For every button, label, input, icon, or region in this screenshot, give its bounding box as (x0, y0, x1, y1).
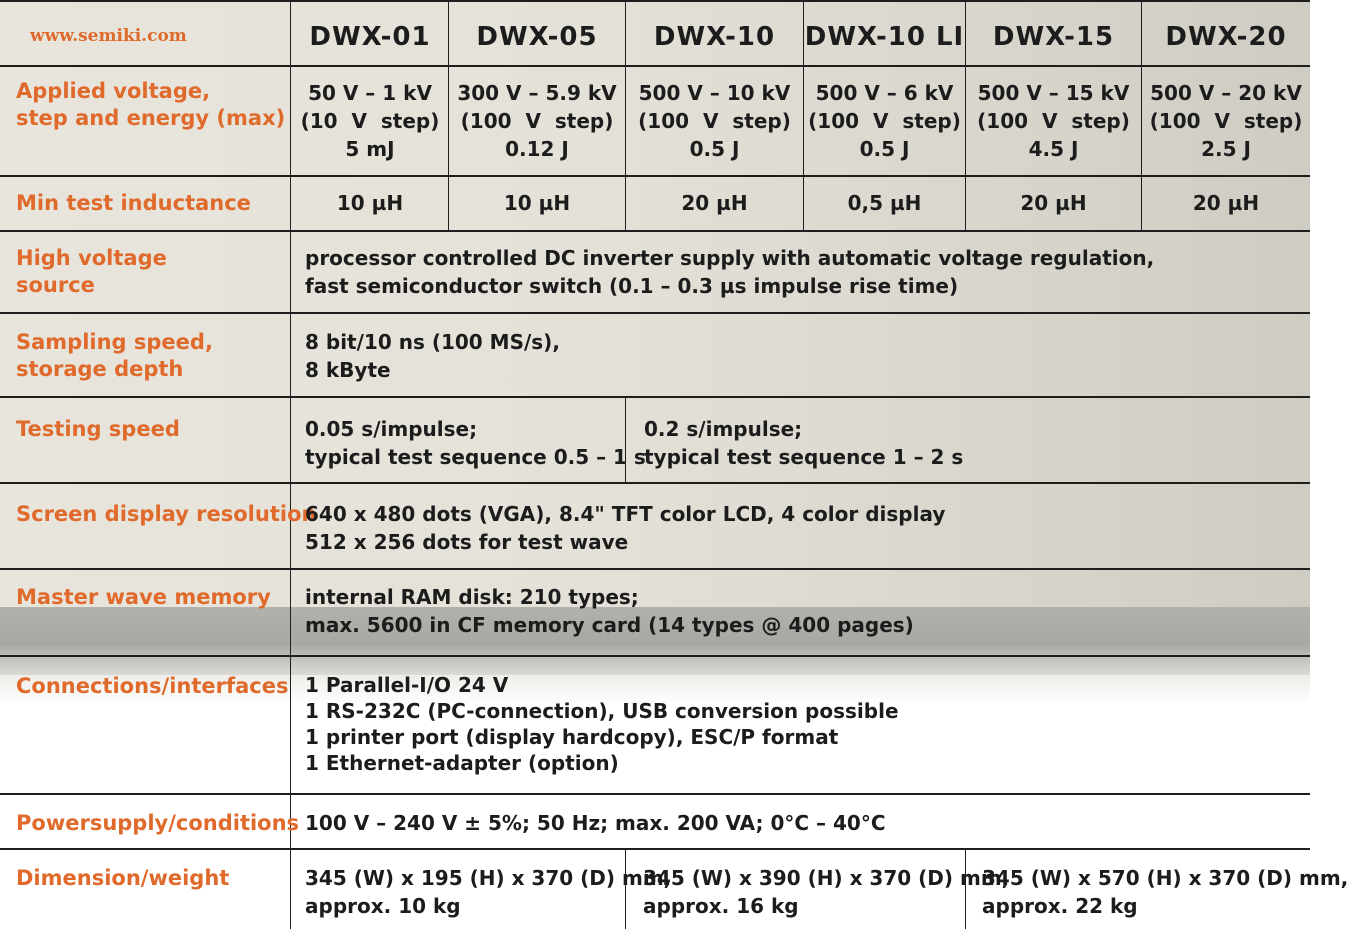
display-value: 640 x 480 dots (VGA), 8.4" TFT color LCD, 4 color display 512 x 256 dots for test wave (305, 502, 946, 554)
voltage-value: 50 V – 1 kV (10 V step) 5 mJ (300, 81, 440, 161)
rule (0, 482, 1310, 484)
row-label-connections: Connections/interfaces (16, 674, 289, 698)
model-header: DWX-10 LI (804, 22, 965, 52)
rule (0, 655, 1310, 657)
connections-value: 1 Parallel-I/O 24 V 1 RS-232C (PC-connection), USB conversion possible 1 printer port (display hardcopy), ESC/P format 1 Ethernet-adapter (option) (305, 673, 899, 775)
rule (0, 793, 1310, 795)
hv-source-value: processor controlled DC inverter supply with automatic voltage regulation, fast semiconductor switch (0.1 – 0.3 µs impulse rise time) (305, 246, 1155, 298)
inductance-value: 20 µH (1192, 191, 1260, 215)
rule (0, 396, 1310, 398)
voltage-value: 500 V – 15 kV (100 V step) 4.5 J (977, 81, 1130, 161)
model-header: DWX-10 (653, 22, 776, 52)
rule (0, 568, 1310, 570)
inductance-value: 0,5 µH (847, 191, 922, 215)
model-header: DWX-01 (309, 22, 431, 52)
site-logo: www.semiki.com (30, 26, 187, 46)
model-header: DWX-15 (992, 22, 1115, 52)
row-label-voltage: Applied voltage, step and energy (max) (16, 79, 286, 130)
inductance-value: 20 µH (1020, 191, 1087, 215)
row-label-display: Screen display resolution (16, 502, 317, 526)
rule (0, 175, 1310, 177)
testing-value-right: 0.2 s/impulse; typical test sequence 1 – 2 s (644, 417, 964, 469)
inductance-value: 10 µH (503, 191, 571, 215)
voltage-value: 300 V – 5.9 kV (100 V step) 0.12 J (457, 81, 617, 161)
power-value: 100 V – 240 V ± 5%; 50 Hz; max. 200 VA; 0°C – 40°C (305, 811, 886, 835)
model-header: DWX-05 (476, 22, 598, 52)
rule (0, 65, 1310, 67)
rule (0, 312, 1310, 314)
sampling-value: 8 bit/10 ns (100 MS/s), 8 kByte (305, 330, 560, 382)
row-label-testing: Testing speed (16, 417, 180, 441)
testing-value-left: 0.05 s/impulse; typical test sequence 0.5 – 1 s (305, 417, 646, 469)
voltage-value: 500 V – 20 kV (100 V step) 2.5 J (1149, 81, 1303, 161)
row-label-sampling: Sampling speed, storage depth (16, 330, 213, 381)
dimension-value: 345 (W) x 570 (H) x 370 (D) mm, approx. 22 kg (982, 866, 1348, 918)
row-label-memory: Master wave memory (16, 585, 271, 609)
row-label-hv-source: High voltage source (16, 246, 167, 297)
model-header: DWX-20 (1165, 22, 1287, 52)
rule (0, 230, 1310, 232)
row-label-dimension: Dimension/weight (16, 866, 230, 890)
voltage-value: 500 V – 6 kV (100 V step) 0.5 J (808, 81, 961, 161)
memory-value: internal RAM disk: 210 types; max. 5600 in CF memory card (14 types @ 400 pages) (305, 585, 914, 637)
inductance-value: 20 µH (681, 191, 748, 215)
column-divider (290, 0, 291, 929)
rule (0, 848, 1310, 850)
dimension-value: 345 (W) x 390 (H) x 370 (D) mm, approx. 16 kg (643, 866, 1010, 918)
row-label-power: Powersupply/conditions (16, 811, 300, 835)
inductance-value: 10 µH (336, 191, 404, 215)
dimension-value: 345 (W) x 195 (H) x 370 (D) mm, approx. 10 kg (305, 866, 672, 918)
rule (0, 0, 1310, 2)
voltage-value: 500 V – 10 kV (100 V step) 0.5 J (638, 81, 791, 161)
row-label-inductance: Min test inductance (16, 191, 251, 215)
